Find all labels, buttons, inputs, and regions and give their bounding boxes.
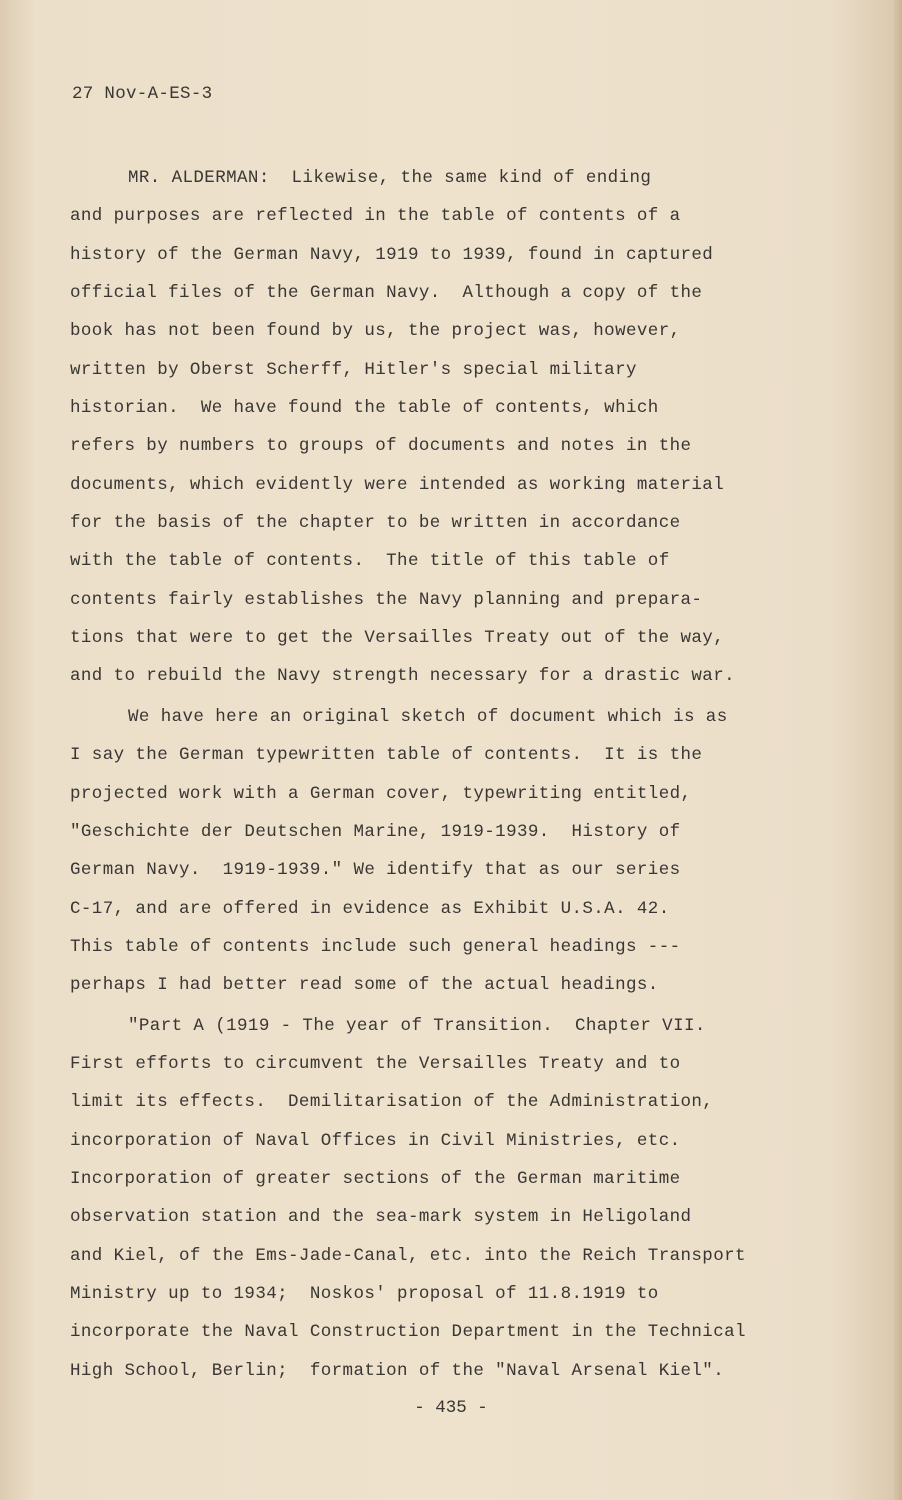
text-line: Incorporation of greater sections of the German maritime [70, 1168, 681, 1189]
text-line: book has not been found by us, the project was, however, [70, 321, 681, 342]
text-line: perhaps I had better read some of the actual headings. [70, 975, 659, 996]
text-line: official files of the German Navy. Although a copy of the [70, 283, 703, 304]
text-line: MR. ALDERMAN: Likewise, the same kind of ending [128, 168, 652, 188]
text-line: refers by numbers to groups of documents and notes in the [70, 436, 692, 457]
text-line: contents fairly establishes the Navy planning and prepara- [70, 589, 703, 610]
text-line: observation station and the sea-mark system in Heligoland [70, 1207, 692, 1228]
document-reference: 27 Nov-A-ES-3 [72, 84, 213, 104]
text-line: and purposes are reflected in the table of contents of a [70, 206, 681, 227]
paragraph [70, 698, 800, 1005]
page-number: - 435 - [414, 1398, 488, 1418]
text-line: "Part A (1919 - The year of Transition. Chapter VII. [128, 1015, 706, 1036]
text-line: written by Oberst Scherff, Hitler's special military [70, 359, 637, 380]
paragraph [70, 1007, 800, 1390]
text-line: First efforts to circumvent the Versailles Treaty and to [70, 1053, 681, 1074]
text-line: We have here an original sketch of document which is as [128, 706, 728, 727]
document-body [70, 159, 800, 1390]
page-edge [894, 0, 902, 1500]
text-line: C-17, and are offered in evidence as Exhibit U.S.A. 42. [70, 898, 670, 919]
text-line: Ministry up to 1934; Noskos' proposal of 11.8.1919 to [70, 1283, 659, 1304]
text-line: "Geschichte der Deutschen Marine, 1919-1939. History of [70, 821, 681, 842]
text-line: documents, which evidently were intended as working material [70, 474, 725, 495]
text-line: tions that were to get the Versailles Treaty out of the way, [70, 628, 725, 649]
text-line: and to rebuild the Navy strength necessary for a drastic war. [70, 666, 736, 687]
text-line: limit its effects. Demilitarisation of the Administration, [70, 1092, 714, 1113]
text-line: for the basis of the chapter to be written in accordance [70, 513, 681, 534]
text-line: incorporation of Naval Offices in Civil Ministries, etc. [70, 1130, 681, 1151]
text-line: with the table of contents. The title of this table of [70, 551, 670, 572]
text-line: This table of contents include such general headings --- [70, 936, 681, 957]
text-line: High School, Berlin; formation of the "Naval Arsenal Kiel". [70, 1360, 725, 1381]
text-line: German Navy. 1919-1939." We identify that as our series [70, 860, 681, 881]
text-line: I say the German typewritten table of contents. It is the [70, 745, 703, 766]
paragraph [70, 159, 800, 696]
text-line: historian. We have found the table of contents, which [70, 398, 659, 419]
text-line: and Kiel, of the Ems-Jade-Canal, etc. into the Reich Transport [70, 1245, 746, 1266]
text-line: history of the German Navy, 1919 to 1939, found in captured [70, 244, 714, 265]
text-line: projected work with a German cover, typewriting entitled, [70, 783, 692, 804]
text-line: incorporate the Naval Construction Department in the Technical [70, 1322, 746, 1343]
